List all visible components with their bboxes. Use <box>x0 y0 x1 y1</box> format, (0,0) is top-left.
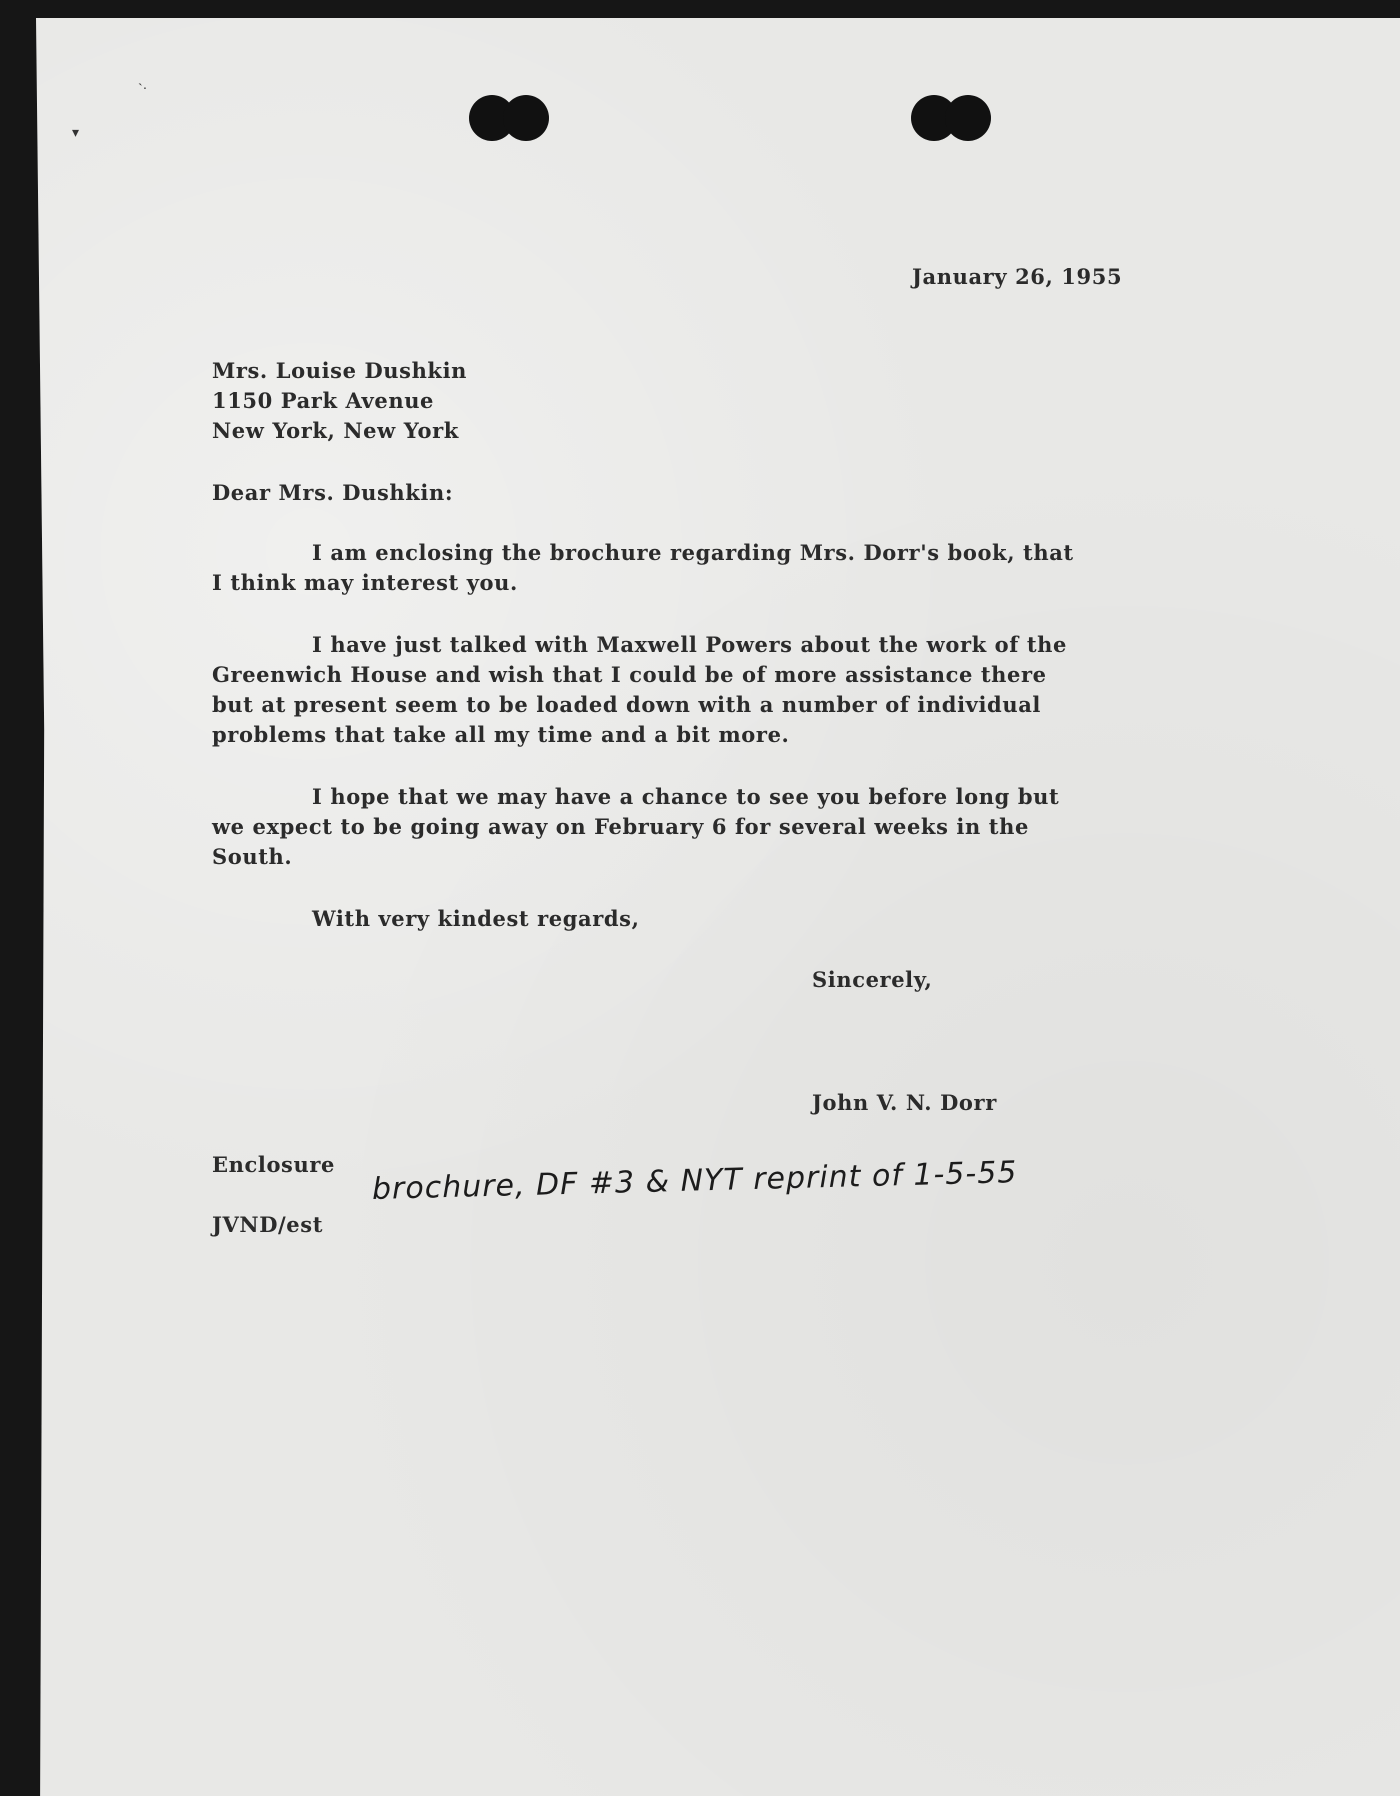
paragraph-line: we expect to be going away on February 6 for several weeks in the <box>212 814 1029 839</box>
recipient-street: 1150 Park Avenue <box>212 388 435 413</box>
enclosure-label: Enclosure <box>212 1152 335 1177</box>
signatory-name: John V. N. Dorr <box>812 1090 997 1115</box>
paragraph-3 <box>212 782 1059 872</box>
letter-page <box>36 18 1400 1796</box>
recipient-city: New York, New York <box>212 418 459 443</box>
stray-mark: `· <box>138 82 148 97</box>
paragraph-line: I think may interest you. <box>212 570 518 595</box>
paragraph-1 <box>212 538 1074 598</box>
letter-date: January 26, 1955 <box>912 264 1123 289</box>
punch-hole-left <box>469 95 549 141</box>
paragraph-line: South. <box>212 844 293 869</box>
handwritten-note: brochure, DF #3 & NYT reprint of 1-5-55 <box>371 1155 1018 1207</box>
salutation: Dear Mrs. Dushkin: <box>212 480 454 505</box>
paragraph-line: I have just talked with Maxwell Powers about the work of the <box>312 632 1067 657</box>
reference-initials: JVND/est <box>212 1212 323 1237</box>
paragraph-line: but at present seem to be loaded down with a number of individual <box>212 692 1041 717</box>
paragraph-line: problems that take all my time and a bit more. <box>212 722 790 747</box>
closing-line: With very kindest regards, <box>312 906 640 931</box>
recipient-address <box>212 356 467 446</box>
recipient-name: Mrs. Louise Dushkin <box>212 358 468 383</box>
paragraph-line: Greenwich House and wish that I could be of more assistance there <box>212 662 1047 687</box>
complimentary-close: Sincerely, <box>812 967 933 992</box>
punch-hole-right <box>911 95 991 141</box>
paragraph-line: I hope that we may have a chance to see you before long but <box>312 784 1060 809</box>
paragraph-line: I am enclosing the brochure regarding Mrs. Dorr's book, that <box>312 540 1074 565</box>
paragraph-2 <box>212 630 1067 750</box>
stray-mark: ▾ <box>72 126 80 141</box>
